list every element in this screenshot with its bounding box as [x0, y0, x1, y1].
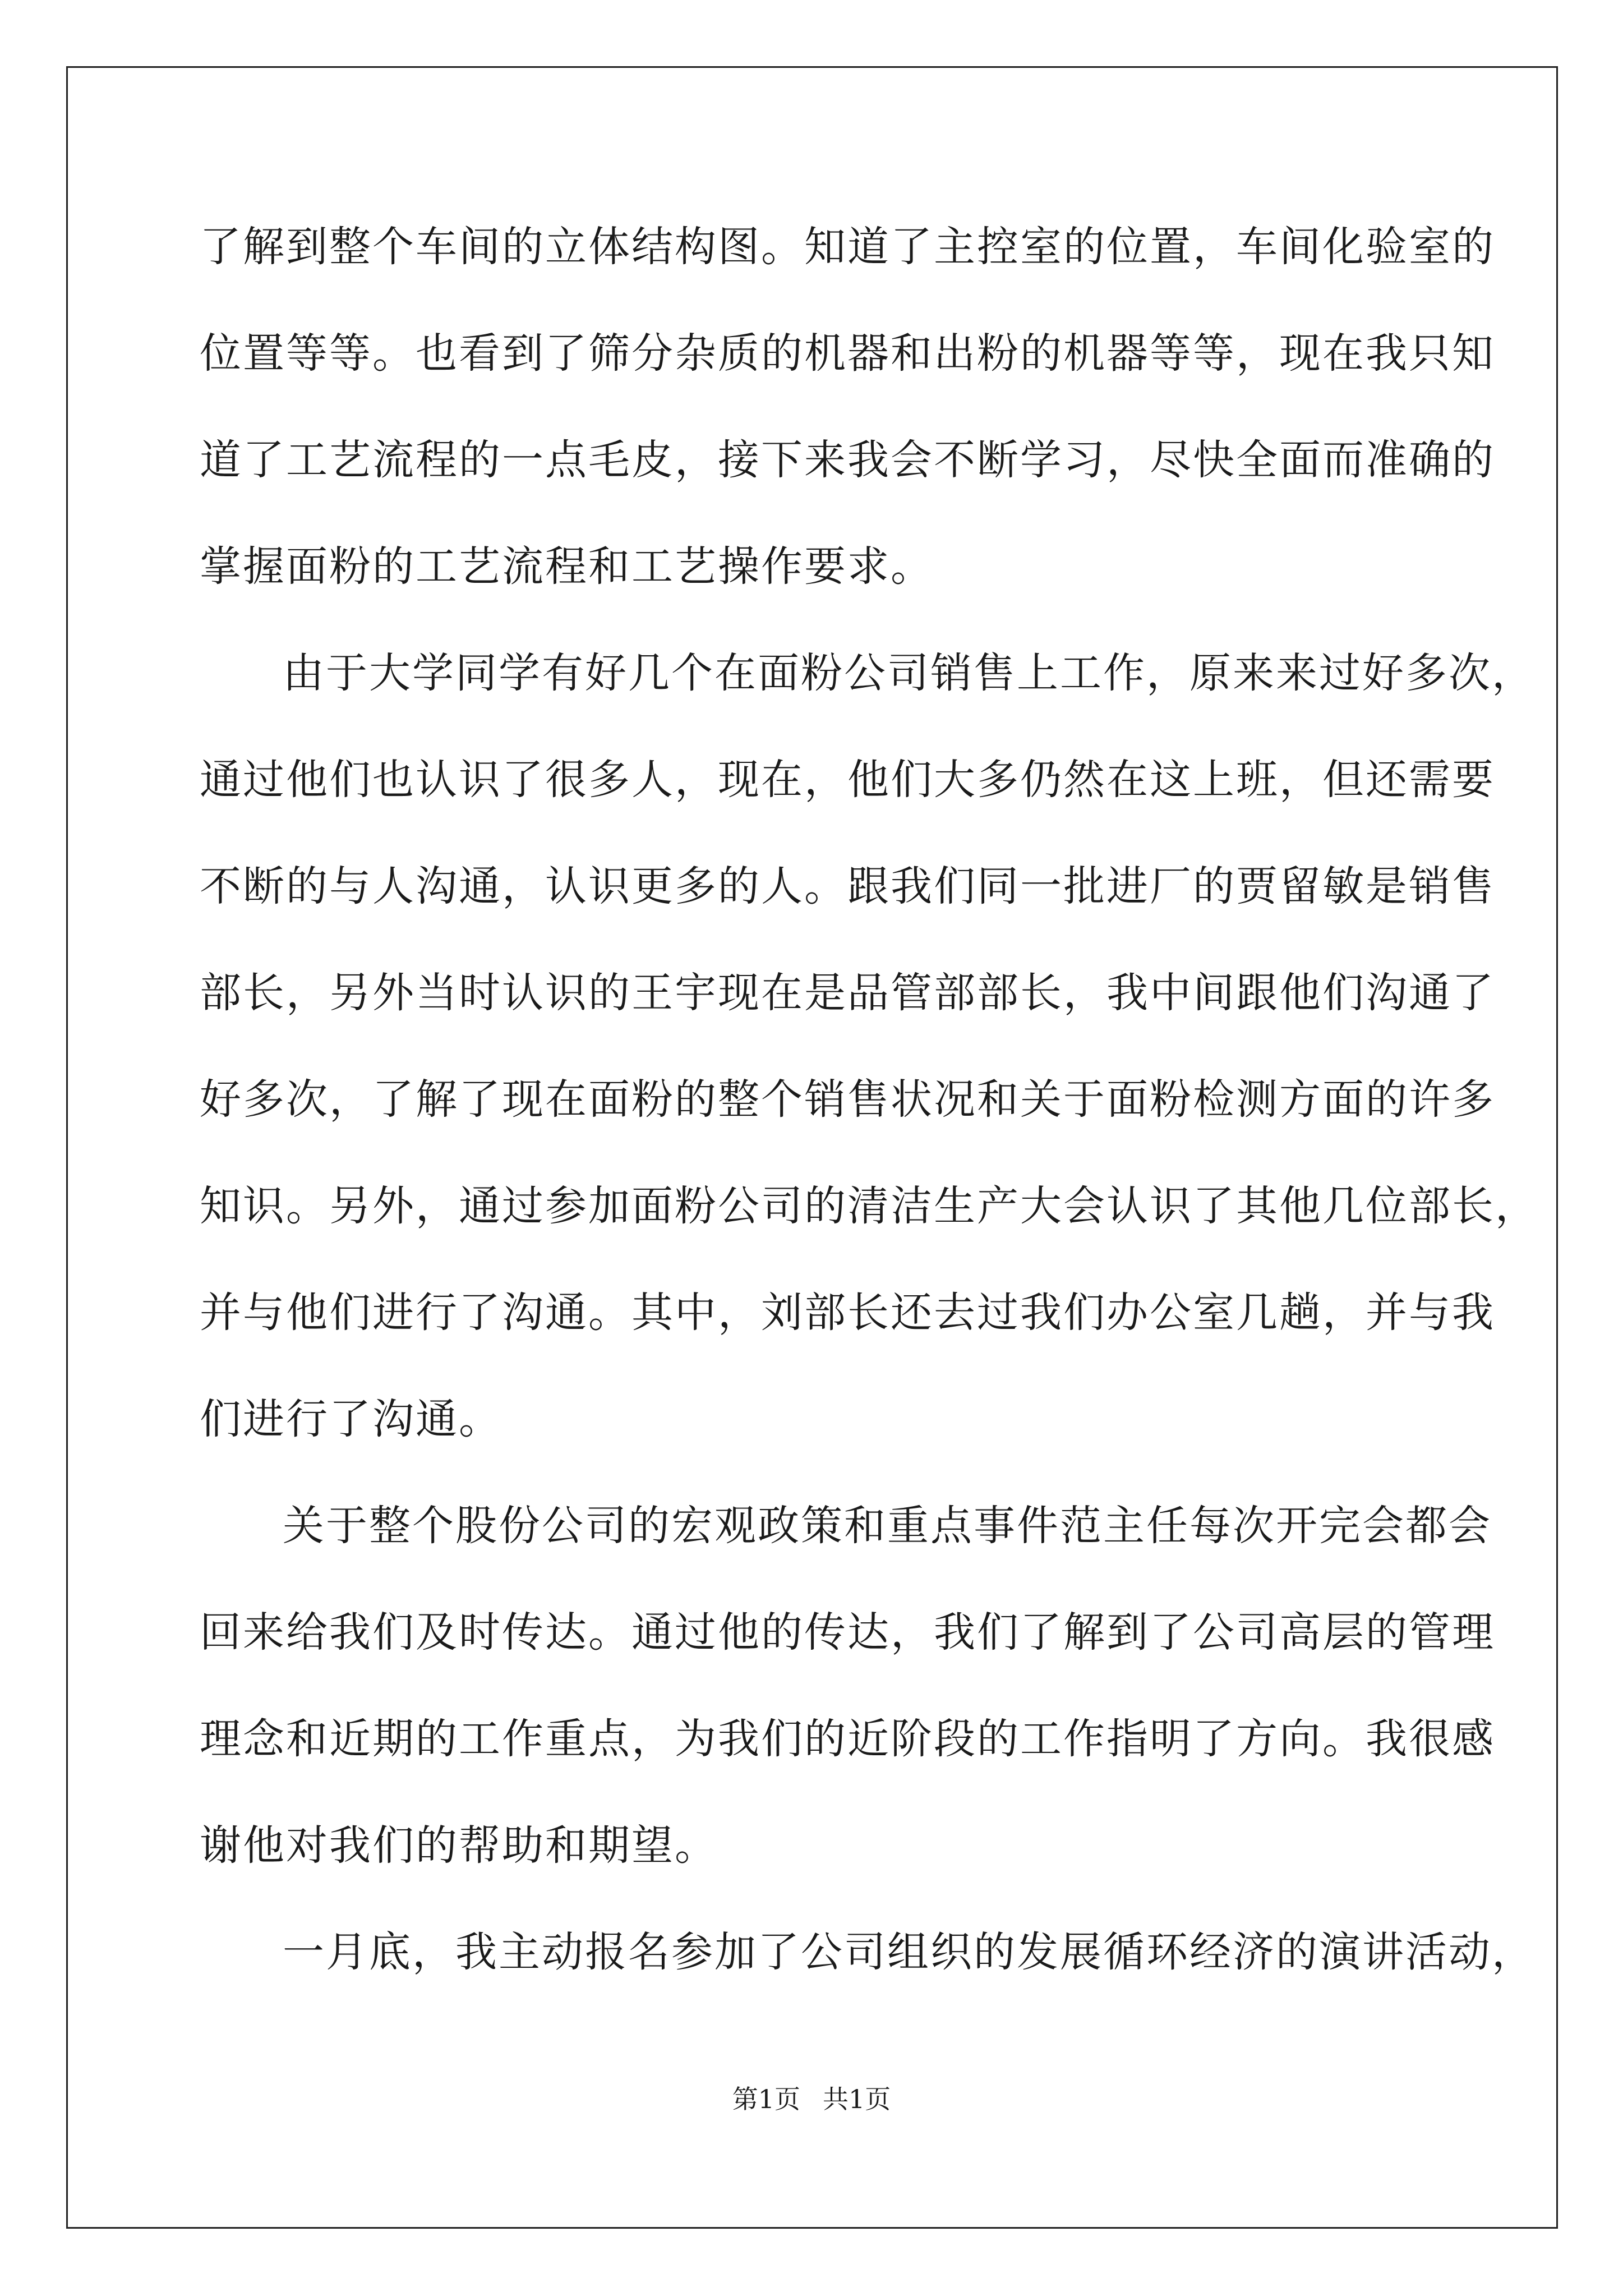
text-line: 位置等等。也看到了筛分杂质的机器和出粉的机器等等，现在我只知: [200, 329, 1495, 378]
paragraph-first-line: 关于整个股份公司的宏观政策和重点事件范主任每次开完会都会: [283, 1502, 1492, 1550]
text-line: 掌握面粉的工艺流程和工艺操作要求。: [200, 542, 934, 591]
text-line: 并与他们进行了沟通。其中，刘部长还去过我们办公室几趟，并与我: [200, 1289, 1495, 1337]
text-line: 部长，另外当时认识的王宇现在是品管部部长，我中间跟他们沟通了: [200, 969, 1495, 1017]
text-line: 们进行了沟通。: [200, 1395, 502, 1443]
text-line: 不断的与人沟通，认识更多的人。跟我们同一批进厂的贾留敏是销售: [200, 862, 1495, 910]
text-line: 回来给我们及时传达。通过他的传达，我们了解到了公司高层的管理: [200, 1608, 1495, 1657]
page-footer: [0, 2082, 1623, 2116]
text-line: 知识。另外，通过参加面粉公司的清洁生产大会认识了其他几位部长，: [200, 1182, 1538, 1230]
paragraph-first-line: 一月底，我主动报名参加了公司组织的发展循环经济的演讲活动，: [283, 1928, 1535, 1976]
page-number: 第1页: [732, 2084, 800, 2114]
text-line: 通过他们也认识了很多人，现在，他们大多仍然在这上班，但还需要: [200, 756, 1495, 804]
page-border: [66, 66, 1558, 2229]
page-total: 共1页: [823, 2084, 891, 2114]
text-line: 谢他对我们的帮助和期望。: [200, 1821, 718, 1870]
text-line: 好多次，了解了现在面粉的整个销售状况和关于面粉检测方面的许多: [200, 1075, 1495, 1124]
text-line: 理念和近期的工作重点，为我们的近阶段的工作指明了方向。我很感: [200, 1715, 1495, 1763]
text-line: 道了工艺流程的一点毛皮，接下来我会不断学习，尽快全面而准确的: [200, 436, 1495, 484]
paragraph-first-line: 由于大学同学有好几个在面粉公司销售上工作，原来来过好多次，: [283, 649, 1535, 697]
text-line: 了解到整个车间的立体结构图。知道了主控室的位置，车间化验室的: [200, 223, 1495, 271]
